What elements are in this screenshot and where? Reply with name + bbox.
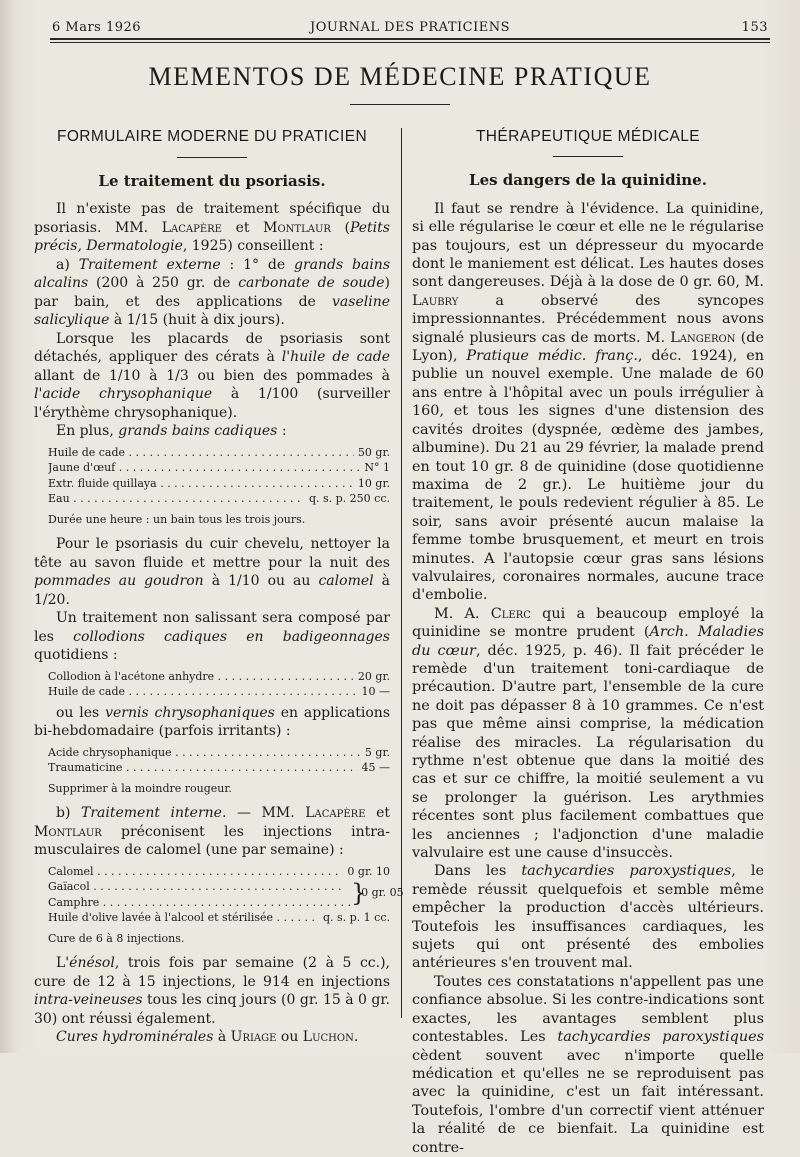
paragraph: M. A. Clerc qui a beaucoup employé la quinidine se montre prudent (Arch. Maladies du cœur, déc. 1925, p. 46). Il fait précéder le remède d'un traitement toni-cardiaque de précaution. D'autre part, l'ensemble de la cure ne doit pas dépasser 8 à 10 grammes. Ce n'est pas que même ainsi comprise, la médication réalise des miracles. La régularisation du rythme n'est obtenue que dans la moitié des cas et sur ce chiffre, la moitié seulement a vu se prolonger la guérison. Les arythmies récentes sont plus facilement combattues que les anciennes ; l'adjonction d'une maladie valvulaire est une cause d'insuccès. bbox=[412, 605, 764, 862]
prescription-note: Supprimer à la moindre rougeur. bbox=[48, 781, 232, 795]
paragraph: Lorsque les placards de psoriasis sont détachés, appliquer des cérats à l'huile de cade allant de 1/10 à 1/3 ou bien des pommades à l'acide chrysophanique à 1/100 (surveiller l'érythème chrysophanique). bbox=[34, 330, 390, 421]
left-section-rule bbox=[177, 157, 247, 158]
issue-date: 6 Mars 1926 bbox=[52, 20, 142, 35]
right-article-title: Les dangers de la quinidine. bbox=[469, 171, 707, 190]
paragraph: En plus, grands bains cadiques : bbox=[56, 423, 287, 439]
paragraph: Toutes ces constatations n'appellent pas une confiance absolue. Si les contre-indications sont exactes, les avantages semblent plus contestables. Les tachycardies paroxystiques cèdent souvent avec n'importe quelle médication et qu'elles ne se reproduisent pas avec la quinidine, c'est un fait intéressant. Toutefois, l'ombre d'un correctif vient atténuer la réalité de ce bienfait. La quinidine est contre- bbox=[412, 973, 764, 1156]
prescription-line: Collodion à l'acétone anhydre . . . 20 gr. bbox=[48, 669, 390, 685]
left-section-heading: FORMULAIRE MODERNE DU PRATICIEN bbox=[56, 128, 368, 145]
prescription-note: Cure de 6 à 8 injections. bbox=[48, 931, 185, 945]
prescription-block bbox=[48, 745, 390, 776]
prescription-note: Durée une heure : un bain tous les trois jours. bbox=[48, 512, 306, 526]
prescription-block bbox=[48, 864, 404, 926]
prescription-line: Calomel . . . 0 gr. 10 bbox=[48, 864, 390, 880]
prescription-line: Huile de cade . . . 10 — bbox=[48, 684, 390, 700]
paragraph: Dans les tachycardies paroxystiques, le remède réussit quelquefois et semble même empêcher la production d'accès ultérieurs. Toutefois les insuffisances cardiaques, les sujets qui ont présenté des embolies antérieures s'en trouvent mal. bbox=[412, 863, 764, 972]
prescription-block bbox=[48, 445, 390, 507]
prescription-line: Gaïacol . . . bbox=[48, 879, 351, 895]
left-article-title: Le traitement du psoriasis. bbox=[98, 171, 326, 190]
paragraph: Pour le psoriasis du cuir chevelu, nettoyer la tête au savon fluide et mettre pour la nuit des pommades au goudron à 1/10 ou au calomel à 1/20. bbox=[34, 536, 390, 608]
prescription-line: Traumaticine . . . 45 — bbox=[48, 760, 390, 776]
prescription-group bbox=[48, 879, 404, 910]
prescription-line: Huile d'olive lavée à l'alcool et stérilisée . . . q. s. p. 1 cc. bbox=[48, 910, 390, 926]
running-header bbox=[52, 18, 768, 38]
prescription-line: Jaune d'œuf . . . N° 1 bbox=[48, 460, 390, 476]
paragraph: Il faut se rendre à l'évidence. La quinidine, si elle régularise le cœur et elle ne le régularise pas toujours, est un dépresseur du myocarde dont le maniement est délicat. Les hautes doses sont dangereuses. Déjà à la dose de 0 gr. 60, M. Laubry a observé des syncopes impressionnantes. Précédemment nous avons signalé plusieurs cas de morts. M. Langeron (de Lyon), Pratique médic. franç., déc. 1924), en publie un nouvel exemple. Une malade de 60 ans entre à l'hôpital avec un pouls irrégulier à 160, et tous les signes d'une distension des cavités droites (dyspnée, œdème des jambes, albumine). Du 21 au 29 février, la malade prend en tout 10 gr. 8 de quinidine (dose quotidienne maxima de 2 gr.). Le huitième jour du traitement, le pouls redevient régulier à 85. Le soir, sans avoir présenté aucun malaise la femme tombe brusquement, et meurt en trois minutes. A l'autopsie cœur gras sans lésions valvulaires, coronaires normales, aucune trace d'embolie. bbox=[412, 200, 764, 604]
prescription-line: Eau . . . q. s. p. 250 cc. bbox=[48, 491, 390, 507]
header-rule bbox=[50, 38, 770, 43]
prescription-line: Huile de cade . . . 50 gr. bbox=[48, 445, 390, 461]
paragraph: a) Traitement externe : 1° de grands bains alcalins (200 à 250 gr. de carbonate de soude) par bain, et des applications de vaseline salicylique à 1/15 (huit à dix jours). bbox=[34, 256, 391, 328]
page-title: MEMENTOS DE MÉDECINE PRATIQUE bbox=[148, 62, 652, 91]
paragraph: ou les vernis chrysophaniques en applications bi-hebdomadaire (parfois irritants) : bbox=[34, 704, 391, 739]
paragraph: Il n'existe pas de traitement spécifique du psoriasis. MM. Lacapère et Montlaur (Petits précis, Dermatologie, 1925) conseillent : bbox=[34, 201, 390, 254]
prescription-block bbox=[48, 669, 390, 700]
journal-name: JOURNAL DES PRATICIENS bbox=[310, 20, 510, 35]
paragraph: b) Traitement interne. — MM. Lacapère et Montlaur préconisent les injections intra-musculaires de calomel (une par semaine) : bbox=[34, 805, 390, 858]
right-column bbox=[412, 128, 764, 1157]
left-column bbox=[34, 128, 404, 1047]
group-quantity: 0 gr. 05 bbox=[361, 886, 404, 899]
prescription-line: Extr. fluide quillaya . . . 10 gr. bbox=[48, 476, 390, 492]
title-rule bbox=[350, 104, 450, 105]
page-number: 153 bbox=[741, 20, 768, 35]
right-section-rule bbox=[553, 156, 623, 157]
paragraph: Un traitement non salissant sera composé par les collodions cadiques en badigeonnages quotidiens : bbox=[34, 610, 390, 663]
paragraph: L'énésol, trois fois par semaine (2 à 5 cc.), cure de 12 à 15 injections, le 914 en injections intra-veineuses tous les cinq jours (0 gr. 15 à 0 gr. 30) ont réussi également. bbox=[34, 955, 390, 1027]
prescription-line: Acide chrysophanique . . . 5 gr. bbox=[48, 745, 390, 761]
brace-mark: } bbox=[351, 879, 367, 907]
paragraph: Cures hydrominérales à Uriage ou Luchon. bbox=[56, 1029, 359, 1045]
prescription-line: Camphre . . . bbox=[48, 895, 351, 911]
right-section-heading: THÉRAPEUTIQUE MÉDICALE bbox=[475, 128, 701, 145]
